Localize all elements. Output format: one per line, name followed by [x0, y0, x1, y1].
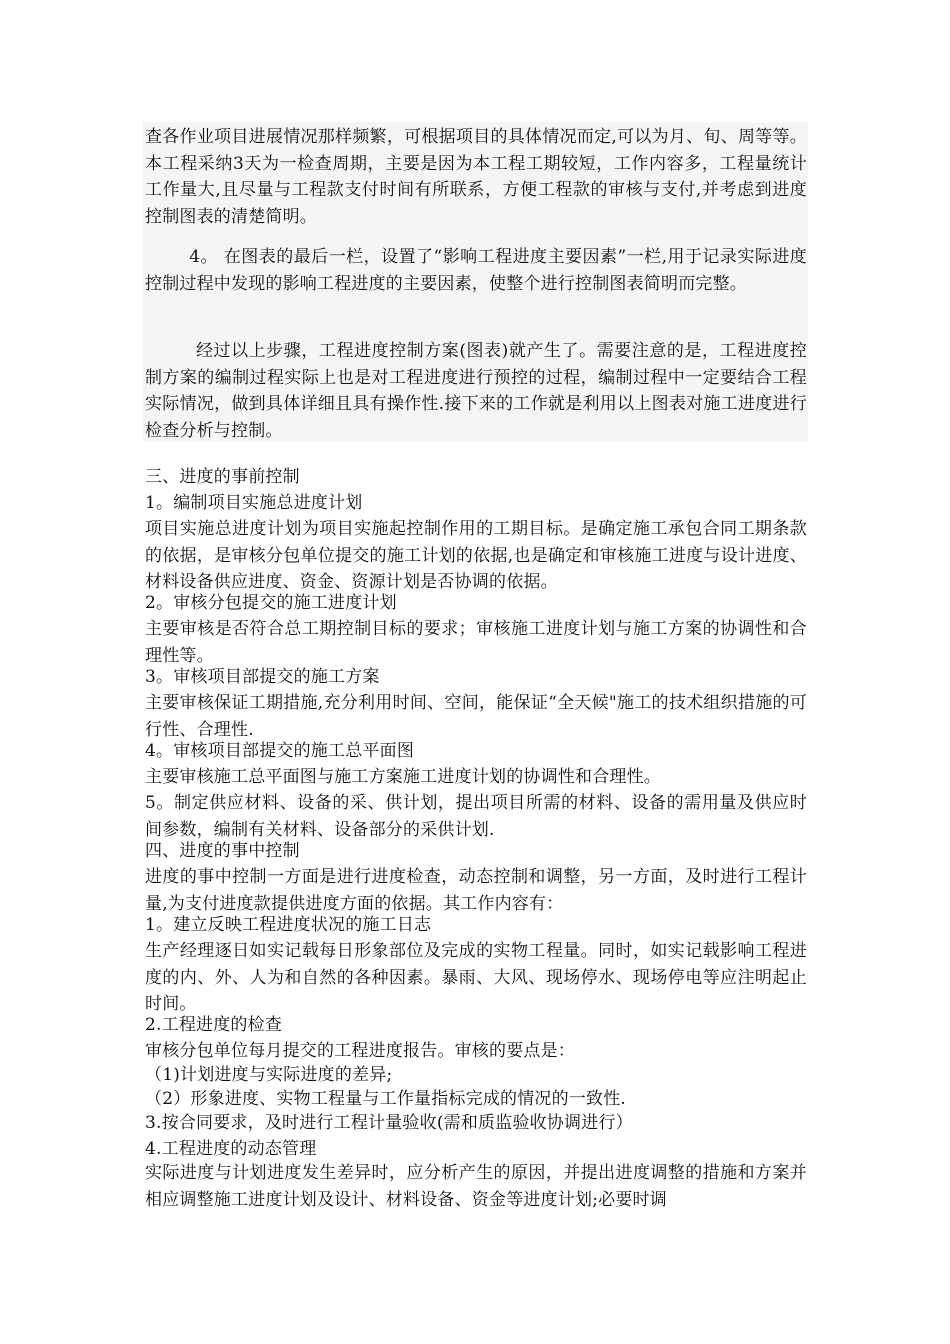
item-body: 审核分包单位每月提交的工程进度报告。审核的要点是：: [145, 1041, 575, 1061]
section-heading-pre-control: 三、进度的事前控制: [145, 467, 300, 487]
item-body: 主要审核施工总平面图与施工方案施工进度计划的协调性和合理性。: [145, 767, 661, 787]
sub-item: （2）形象进度、实物工程量与工作量指标完成的情况的一致性.: [145, 1089, 627, 1109]
item-body: 3.按合同要求，及时进行工程计量验收(需和质监验收协调进行）: [145, 1113, 633, 1133]
item-title: 3。审核项目部提交的施工方案: [145, 667, 380, 687]
item-body: 生产经理逐日如实记载每日形象部位及完成的实物工程量。同时，如实记载影响工程进度的内、外、人为和自然的各种因素。暴雨、大风、现场停水、现场停电等应注明起止时间。: [145, 941, 807, 1014]
paragraph-inspection-cycle: 查各作业项目进展情况那样频繁，可根据项目的具体情况而定,可以为月、旬、周等等。本工程采纳3天为一检查周期，主要是因为本工程工期较短，工作内容多，工程量统计工作量大,且尽量与工程款支付时间有所联系，方便工程款的审核与支付,并考虑到进度控制图表的清楚简明。: [145, 127, 807, 227]
item-body: 5。制定供应材料、设备的采、供计划，提出项目所需的材料、设备的需用量及供应时间参数，编制有关材料、设备部分的采供计划.: [145, 793, 807, 840]
section-heading-in-process-control: 四、进度的事中控制: [145, 841, 300, 861]
item-body: 实际进度与计划进度发生差异时，应分析产生的原因，并提出进度调整的措施和方案并相应调整施工进度计划及设计、材料设备、资金等进度计划;必要时调: [145, 1163, 807, 1210]
item-body: 主要审核是否符合总工期控制目标的要求；审核施工进度计划与施工方案的协调性和合理性等。: [145, 619, 807, 666]
item-title: 4。审核项目部提交的施工总平面图: [145, 741, 415, 761]
item-body: 主要审核保证工期措施,充分利用时间、空间，能保证“全天候"施工的技术组织措施的可行性、合理性.: [145, 693, 807, 740]
item-title: 2.工程进度的检查: [145, 1015, 283, 1035]
item-title: 1。建立反映工程进度状况的施工日志: [145, 915, 432, 935]
item-body: 项目实施总进度计划为项目实施起控制作用的工期目标。是确定施工承包合同工期条款的依据，是审核分包单位提交的施工计划的依据,也是确定和审核施工进度与设计进度、材料设备供应进度、资金、资源计划是否协调的依据。: [145, 519, 807, 592]
item-title: 4.工程进度的动态管理: [145, 1139, 317, 1159]
paragraph-plan-summary: 经过以上步骤，工程进度控制方案(图表)就产生了。需要注意的是，工程进度控制方案的编制过程实际上也是对工程进度进行预控的过程，编制过程中一定要结合工程实际情况，做到具体详细且具有操作性.接下来的工作就是利用以上图表对施工进度进行检查分析与控制。: [145, 341, 807, 441]
item-title: 2。审核分包提交的施工进度计划: [145, 593, 397, 613]
sub-item: （1)计划进度与实际进度的差异;: [145, 1065, 393, 1085]
item-title: 1。编制项目实施总进度计划: [145, 493, 363, 513]
paragraph-chart-last-column: 4。 在图表的最后一栏，设置了“影响工程进度主要因素”一栏,用于记录实际进度控制过程中发现的影响工程进度的主要因素，使整个进行控制图表简明而完整。: [145, 247, 807, 294]
section-intro: 进度的事中控制一方面是进行进度检查，动态控制和调整，另一方面，及时进行工程计量,为支付进度款提供进度方面的依据。其工作内容有：: [145, 867, 807, 914]
